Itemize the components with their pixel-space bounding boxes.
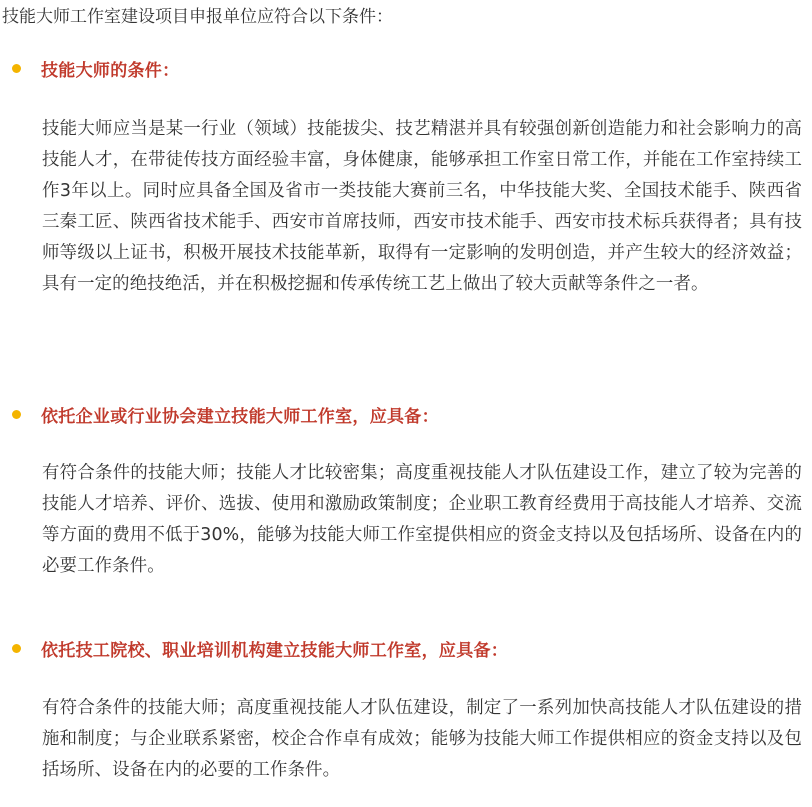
section-title: 技能大师的条件： (41, 60, 180, 81)
bullet-dot-icon (12, 64, 21, 73)
section-heading-enterprise (0, 400, 439, 428)
bullet-dot-icon (12, 410, 21, 419)
section-body: 技能大师应当是某一行业（领域）技能拔尖、技艺精湛并具有较强创新创造能力和社会影响力的高技能人才，在带徒传技方面经验丰富，身体健康，能够承担工作室日常工作，并能在工作室持续工作3年以上。同时应具备全国及省市一类技能大赛前三名，中华技能大奖、全国技术能手、陕西省三秦工匠、陕西省技术能手、西安市首席技师，西安市技术能手、西安市技术标兵获得者；具有技师等级以上证书，积极开展技术技能革新，取得有一定影响的发明创造，并产生较大的经济效益；具有一定的绝技绝活，并在积极挖掘和传承传统工艺上做出了较大贡献等条件之一者。 (42, 119, 802, 294)
section-title: 依托企业或行业协会建立技能大师工作室，应具备： (41, 406, 439, 427)
section-body: 有符合条件的技能大师；高度重视技能人才队伍建设，制定了一系列加快高技能人才队伍建设的措施和制度；与企业联系紧密，校企合作卓有成效；能够为技能大师工作提供相应的资金支持以及包括场所、设备在内的必要的工作条件。 (42, 698, 802, 780)
intro-text: 技能大师工作室建设项目申报单位应符合以下条件： (2, 7, 393, 27)
section-heading-schools (0, 634, 508, 662)
section-title: 依托技工院校、职业培训机构建立技能大师工作室，应具备： (41, 640, 509, 661)
section-body: 有符合条件的技能大师；技能人才比较密集；高度重视技能人才队伍建设工作，建立了较为完善的技能人才培养、评价、选拔、使用和激励政策制度；企业职工教育经费用于高技能人才培养、交流等方面的费用不低于30%，能够为技能大师工作室提供相应的资金支持以及包括场所、设备在内的必要工作条件。 (42, 463, 802, 576)
section-heading-master-conditions (0, 54, 179, 82)
bullet-dot-icon (12, 644, 21, 653)
